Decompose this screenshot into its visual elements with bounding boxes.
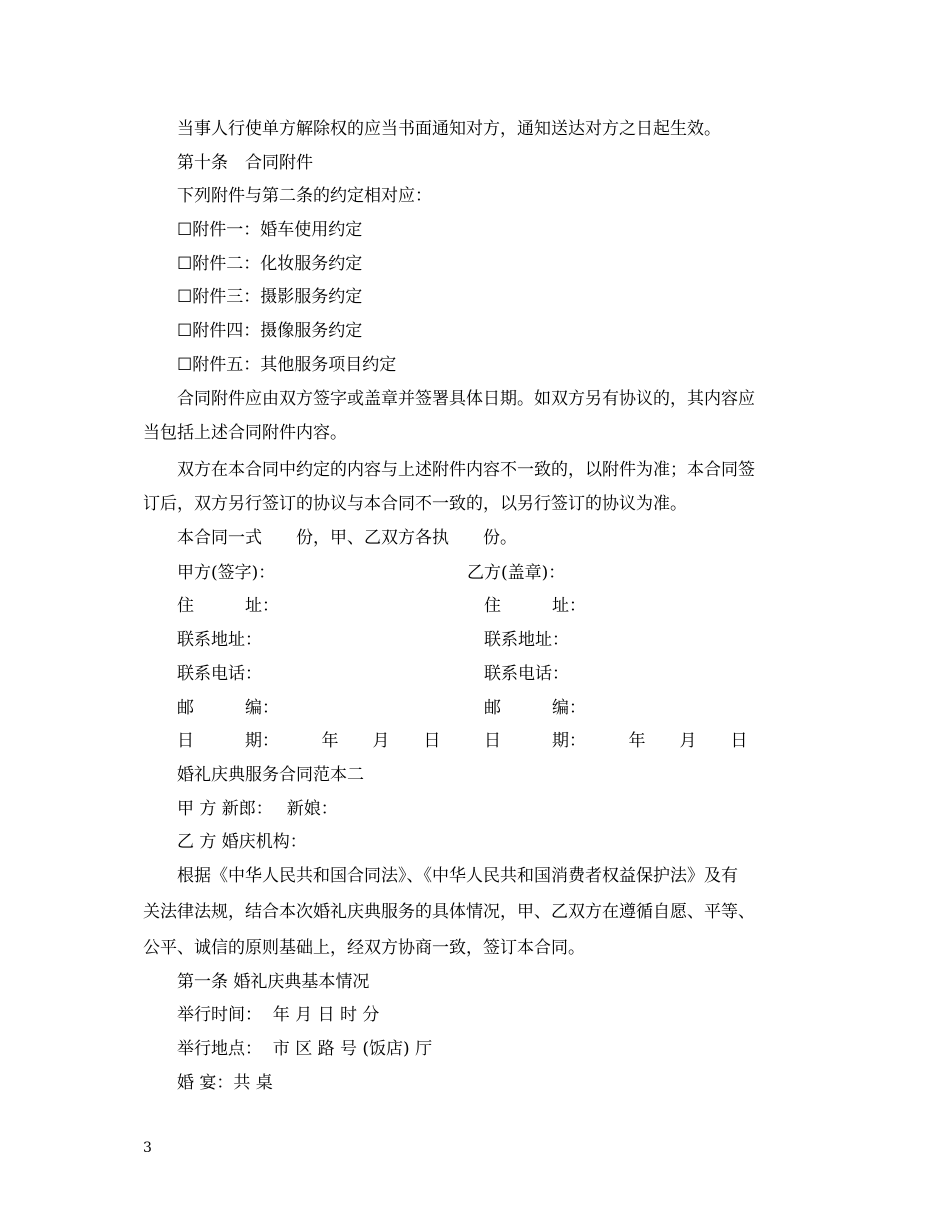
attachment-item-2: ☐附件二：化妆服务约定 bbox=[177, 254, 363, 274]
precedence-paragraph-line1: 双方在本合同中约定的内容与上述附件内容不一致的，以附件为准；本合同签 bbox=[177, 460, 755, 480]
attachments-signing-paragraph-line1: 合同附件应由双方签字或盖章并签署具体日期。如双方另有协议的，其内容应 bbox=[177, 389, 755, 409]
copies-line: 本合同一式 份，甲、乙双方各执 份。 bbox=[177, 528, 517, 548]
party-b-agency-line: 乙 方 婚庆机构： bbox=[177, 832, 307, 852]
legal-basis-paragraph-line2: 关法律法规，结合本次婚礼庆典服务的具体情况，甲、乙双方在遵循自愿、平等、 bbox=[143, 902, 755, 922]
contract-template-2-title: 婚礼庆典服务合同范本二 bbox=[177, 765, 364, 785]
paragraph-termination-notice: 当事人行使单方解除权的应当书面通知对方，通知送达对方之日起生效。 bbox=[177, 119, 721, 139]
party-b-address-label: 住 址： bbox=[484, 596, 586, 616]
attachment-item-4: ☐附件四：摄像服务约定 bbox=[177, 321, 363, 341]
party-a-sign-label: 甲方(签字)： bbox=[177, 563, 276, 583]
party-b-postcode-label: 邮 编： bbox=[484, 698, 586, 718]
party-a-date-label: 日 期： 年 月 日 bbox=[177, 731, 441, 751]
banquet-tables-line: 婚 宴：共 桌 bbox=[177, 1073, 273, 1093]
party-b-date-label: 日 期： 年 月 日 bbox=[484, 731, 748, 751]
attachments-signing-paragraph-line2: 当包括上述合同附件内容。 bbox=[143, 423, 347, 443]
article-10-heading: 第十条 合同附件 bbox=[177, 153, 313, 173]
article-1-heading: 第一条 婚礼庆典基本情况 bbox=[177, 972, 370, 992]
attachment-item-5: ☐附件五：其他服务项目约定 bbox=[177, 355, 397, 375]
ceremony-venue-line: 举行地点： 市 区 路 号 (饭店) 厅 bbox=[177, 1039, 433, 1059]
party-b-contact-address-label: 联系地址： bbox=[484, 630, 569, 650]
party-a-address-label: 住 址： bbox=[177, 596, 279, 616]
party-b-phone-label: 联系电话： bbox=[484, 664, 569, 684]
legal-basis-paragraph-line1: 根据《中华人民共和国合同法》、《中华人民共和国消费者权益保护法》及有 bbox=[177, 866, 738, 886]
party-a-phone-label: 联系电话： bbox=[177, 664, 262, 684]
page-number: 3 bbox=[143, 1140, 152, 1156]
legal-basis-paragraph-line3: 公平、诚信的原则基础上，经双方协商一致，签订本合同。 bbox=[143, 938, 585, 958]
attachment-item-3: ☐附件三：摄影服务约定 bbox=[177, 287, 363, 307]
party-a-couple-line: 甲 方 新郎： 新娘： bbox=[177, 799, 338, 819]
precedence-paragraph-line2: 订后，双方另行签订的协议与本合同不一致的，以另行签订的协议为准。 bbox=[143, 494, 687, 514]
attachment-item-1: ☐附件一：婚车使用约定 bbox=[177, 220, 363, 240]
party-a-contact-address-label: 联系地址： bbox=[177, 630, 262, 650]
ceremony-time-line: 举行时间： 年 月 日 时 分 bbox=[177, 1005, 380, 1025]
party-a-postcode-label: 邮 编： bbox=[177, 698, 279, 718]
attachments-intro: 下列附件与第二条的约定相对应： bbox=[177, 186, 432, 206]
party-b-sign-label: 乙方(盖章)： bbox=[467, 563, 566, 583]
